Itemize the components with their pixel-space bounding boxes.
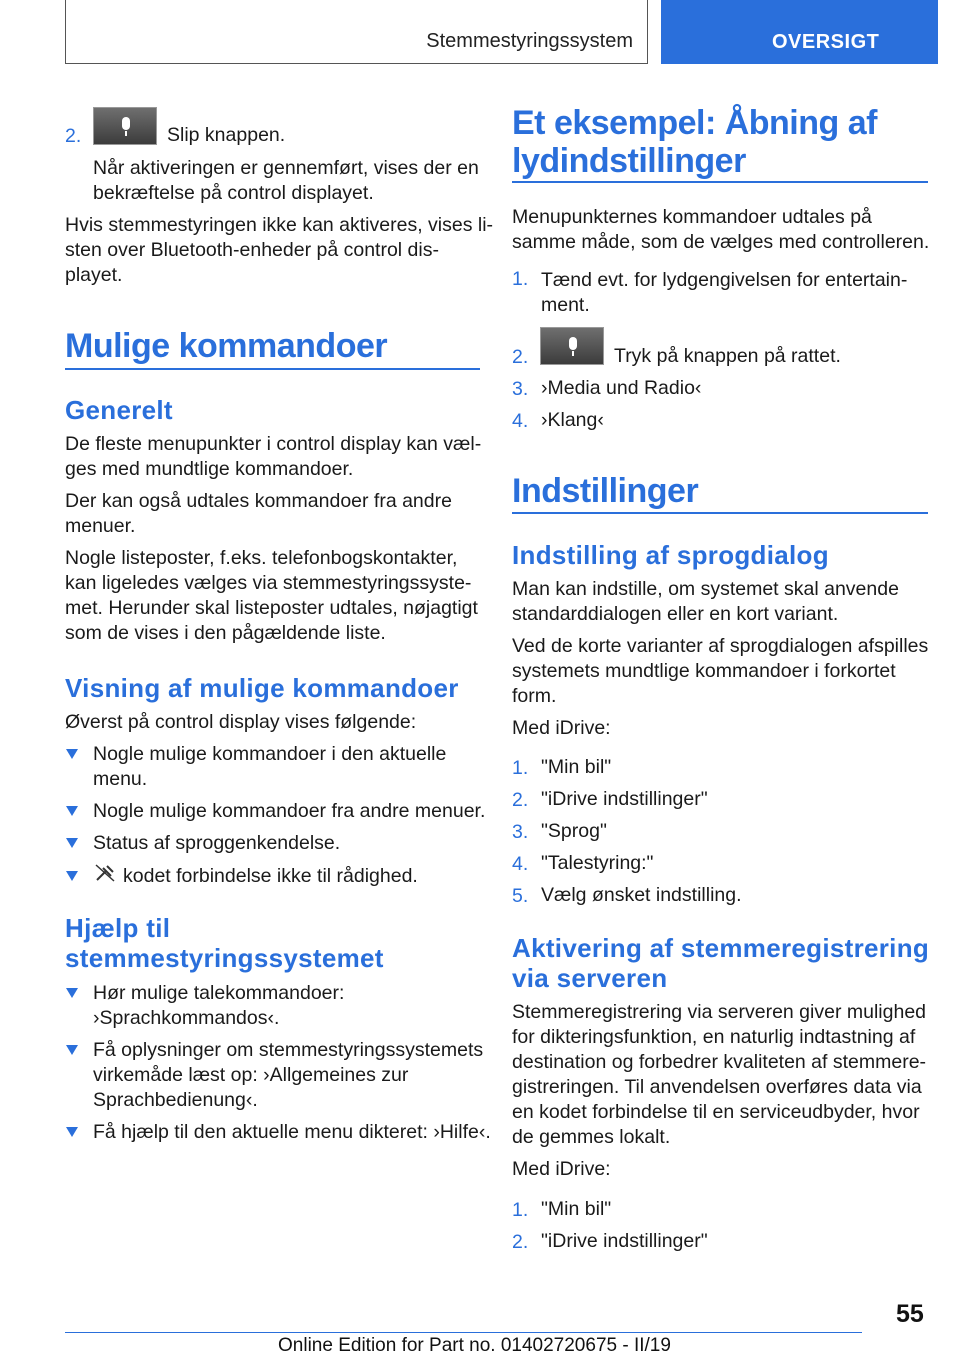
overview-label: OVERSIGT bbox=[772, 31, 880, 53]
bullet-text: Hør mulige talekommandoer: bbox=[93, 982, 345, 1004]
step-number: 2. bbox=[512, 1231, 529, 1253]
body-text: menuer. bbox=[65, 515, 136, 537]
microphone-button-image bbox=[93, 107, 157, 145]
bullet-text: Nogle mulige kommandoer fra andre menuer. bbox=[93, 800, 486, 822]
bullet-text: ›Sprachkommandos‹. bbox=[93, 1007, 280, 1029]
note-text: Hvis stemmestyringen ikke kan aktiveres, vises li- bbox=[65, 214, 494, 236]
bullet-text: Få oplysninger om stemmestyringssystemets bbox=[93, 1039, 484, 1061]
step-detail: bekræftelse på control displayet. bbox=[93, 182, 374, 204]
section-heading: Et eksempel: Åbning af bbox=[512, 104, 877, 142]
step-number: 1. bbox=[512, 268, 529, 290]
step-text: Tryk på knappen på rattet. bbox=[614, 345, 841, 367]
body-text: en kodet forbindelse til en serviceudbyder, hvor bbox=[512, 1101, 920, 1123]
header-section-title: Stemmestyringssystem bbox=[426, 30, 633, 52]
heading-rule bbox=[65, 368, 480, 370]
footer-edition: Online Edition for Part no. 01402720675 - II/19 bbox=[278, 1335, 671, 1356]
body-text: Med iDrive: bbox=[512, 717, 611, 739]
no-encrypted-connection-icon bbox=[93, 862, 117, 884]
section-heading: Mulige kommandoer bbox=[65, 327, 388, 365]
body-text: gistreringen. Til anvendelsen overføres data via bbox=[512, 1076, 922, 1098]
bullet-text: Få hjælp til den aktuelle menu dikteret: ›Hilfe‹. bbox=[93, 1121, 491, 1143]
body-text: samme måde, som de vælges med controlleren. bbox=[512, 231, 930, 253]
body-text: standarddialogen eller en kort variant. bbox=[512, 603, 839, 625]
bullet-icon bbox=[66, 1045, 78, 1055]
microphone-icon bbox=[569, 337, 577, 350]
body-text: Nogle listeposter, f.eks. telefonbogskontakter, bbox=[65, 547, 458, 569]
footer-rule bbox=[65, 1332, 862, 1333]
body-text: destination og forbedrer kvaliteten af stemmere- bbox=[512, 1051, 927, 1073]
step-number: 2. bbox=[65, 125, 82, 147]
body-text: Menupunkternes kommandoer udtales på bbox=[512, 206, 872, 228]
bullet-text: Status af sproggenkendelse. bbox=[93, 832, 341, 854]
body-text: kan ligeledes vælges via stemmestyringssyste- bbox=[65, 572, 472, 594]
step-text: "Sprog" bbox=[541, 820, 607, 842]
step-number: 4. bbox=[512, 853, 529, 875]
step-number: 2. bbox=[512, 346, 529, 368]
heading-rule bbox=[512, 512, 928, 514]
step-text: ›Klang‹ bbox=[541, 409, 604, 431]
subsection-heading: Hjælp til bbox=[65, 913, 171, 943]
bullet-text: Nogle mulige kommandoer i den aktuelle bbox=[93, 743, 447, 765]
body-text: Der kan også udtales kommandoer fra andre bbox=[65, 490, 452, 512]
microphone-button-image bbox=[540, 327, 604, 365]
step-number: 5. bbox=[512, 885, 529, 907]
step-detail: Når aktiveringen er gennemført, vises der en bbox=[93, 157, 479, 179]
step-text: ment. bbox=[541, 294, 590, 316]
subsection-heading: Visning af mulige kommandoer bbox=[65, 673, 459, 703]
bullet-icon bbox=[66, 806, 78, 816]
subsection-heading: Indstilling af sprogdialog bbox=[512, 540, 829, 570]
body-text: Man kan indstille, om systemet skal anvende bbox=[512, 578, 899, 600]
step-number: 1. bbox=[512, 1199, 529, 1221]
body-text: ges med mundtlige kommandoer. bbox=[65, 458, 354, 480]
bullet-text: virkemåde læst op: ›Allgemeines zur bbox=[93, 1064, 409, 1086]
body-text: Ved de korte varianter af sprogdialogen afspilles bbox=[512, 635, 929, 657]
bullet-icon bbox=[66, 871, 78, 881]
section-heading: lydindstillinger bbox=[512, 142, 746, 180]
step-text: "Min bil" bbox=[541, 1198, 612, 1220]
step-number: 3. bbox=[512, 821, 529, 843]
bullet-text: menu. bbox=[93, 768, 148, 790]
body-text: Med iDrive: bbox=[512, 1158, 611, 1180]
step-text: Vælg ønsket indstilling. bbox=[541, 884, 742, 906]
step-number: 3. bbox=[512, 378, 529, 400]
step-text: ›Media und Radio‹ bbox=[541, 377, 702, 399]
step-text: "iDrive indstillinger" bbox=[541, 788, 708, 810]
step-number: 4. bbox=[512, 410, 529, 432]
body-text: systemets mundtlige kommandoer i forkortet bbox=[512, 660, 896, 682]
step-text: "Talestyring:" bbox=[541, 852, 654, 874]
heading-rule bbox=[512, 181, 928, 183]
page-number: 55 bbox=[896, 1300, 924, 1328]
body-text: De fleste menupunkter i control display kan væl- bbox=[65, 433, 482, 455]
step-text: "Min bil" bbox=[541, 756, 612, 778]
body-text: Stemmeregistrering via serveren giver mulighed bbox=[512, 1001, 927, 1023]
body-text: de gemmes lokalt. bbox=[512, 1126, 671, 1148]
subsection-heading: via serveren bbox=[512, 963, 668, 993]
step-text: "iDrive indstillinger" bbox=[541, 1230, 708, 1252]
body-text: met. Herunder skal listeposter udtales, nøjagtigt bbox=[65, 597, 478, 619]
subsection-heading: stemmestyringssystemet bbox=[65, 943, 384, 973]
body-text: som de vises i den pågældende liste. bbox=[65, 622, 386, 644]
bullet-icon bbox=[66, 988, 78, 998]
step-text: Slip knappen. bbox=[167, 124, 286, 146]
body-text: Øverst på control display vises følgende: bbox=[65, 711, 417, 733]
body-text: form. bbox=[512, 685, 557, 707]
section-heading: Indstillinger bbox=[512, 472, 699, 510]
step-text: Tænd evt. for lydgengivelsen for entertain- bbox=[541, 269, 908, 291]
bullet-icon bbox=[66, 749, 78, 759]
step-number: 2. bbox=[512, 789, 529, 811]
microphone-icon bbox=[122, 117, 130, 130]
body-text: for dikteringsfunktion, en naturlig indtastning af bbox=[512, 1026, 916, 1048]
bullet-icon bbox=[66, 1127, 78, 1137]
note-text: playet. bbox=[65, 264, 123, 286]
bullet-icon bbox=[66, 838, 78, 848]
overview-button[interactable] bbox=[661, 0, 938, 64]
bullet-text: Sprachbedienung‹. bbox=[93, 1089, 258, 1111]
subsection-heading: Aktivering af stemmeregistrering bbox=[512, 933, 930, 963]
bullet-text: kodet forbindelse ikke til rådighed. bbox=[123, 865, 418, 887]
subsection-heading: Generelt bbox=[65, 395, 173, 425]
header-section-tab bbox=[65, 0, 648, 64]
note-text: sten over Bluetooth-enheder på control dis- bbox=[65, 239, 439, 261]
step-number: 1. bbox=[512, 757, 529, 779]
